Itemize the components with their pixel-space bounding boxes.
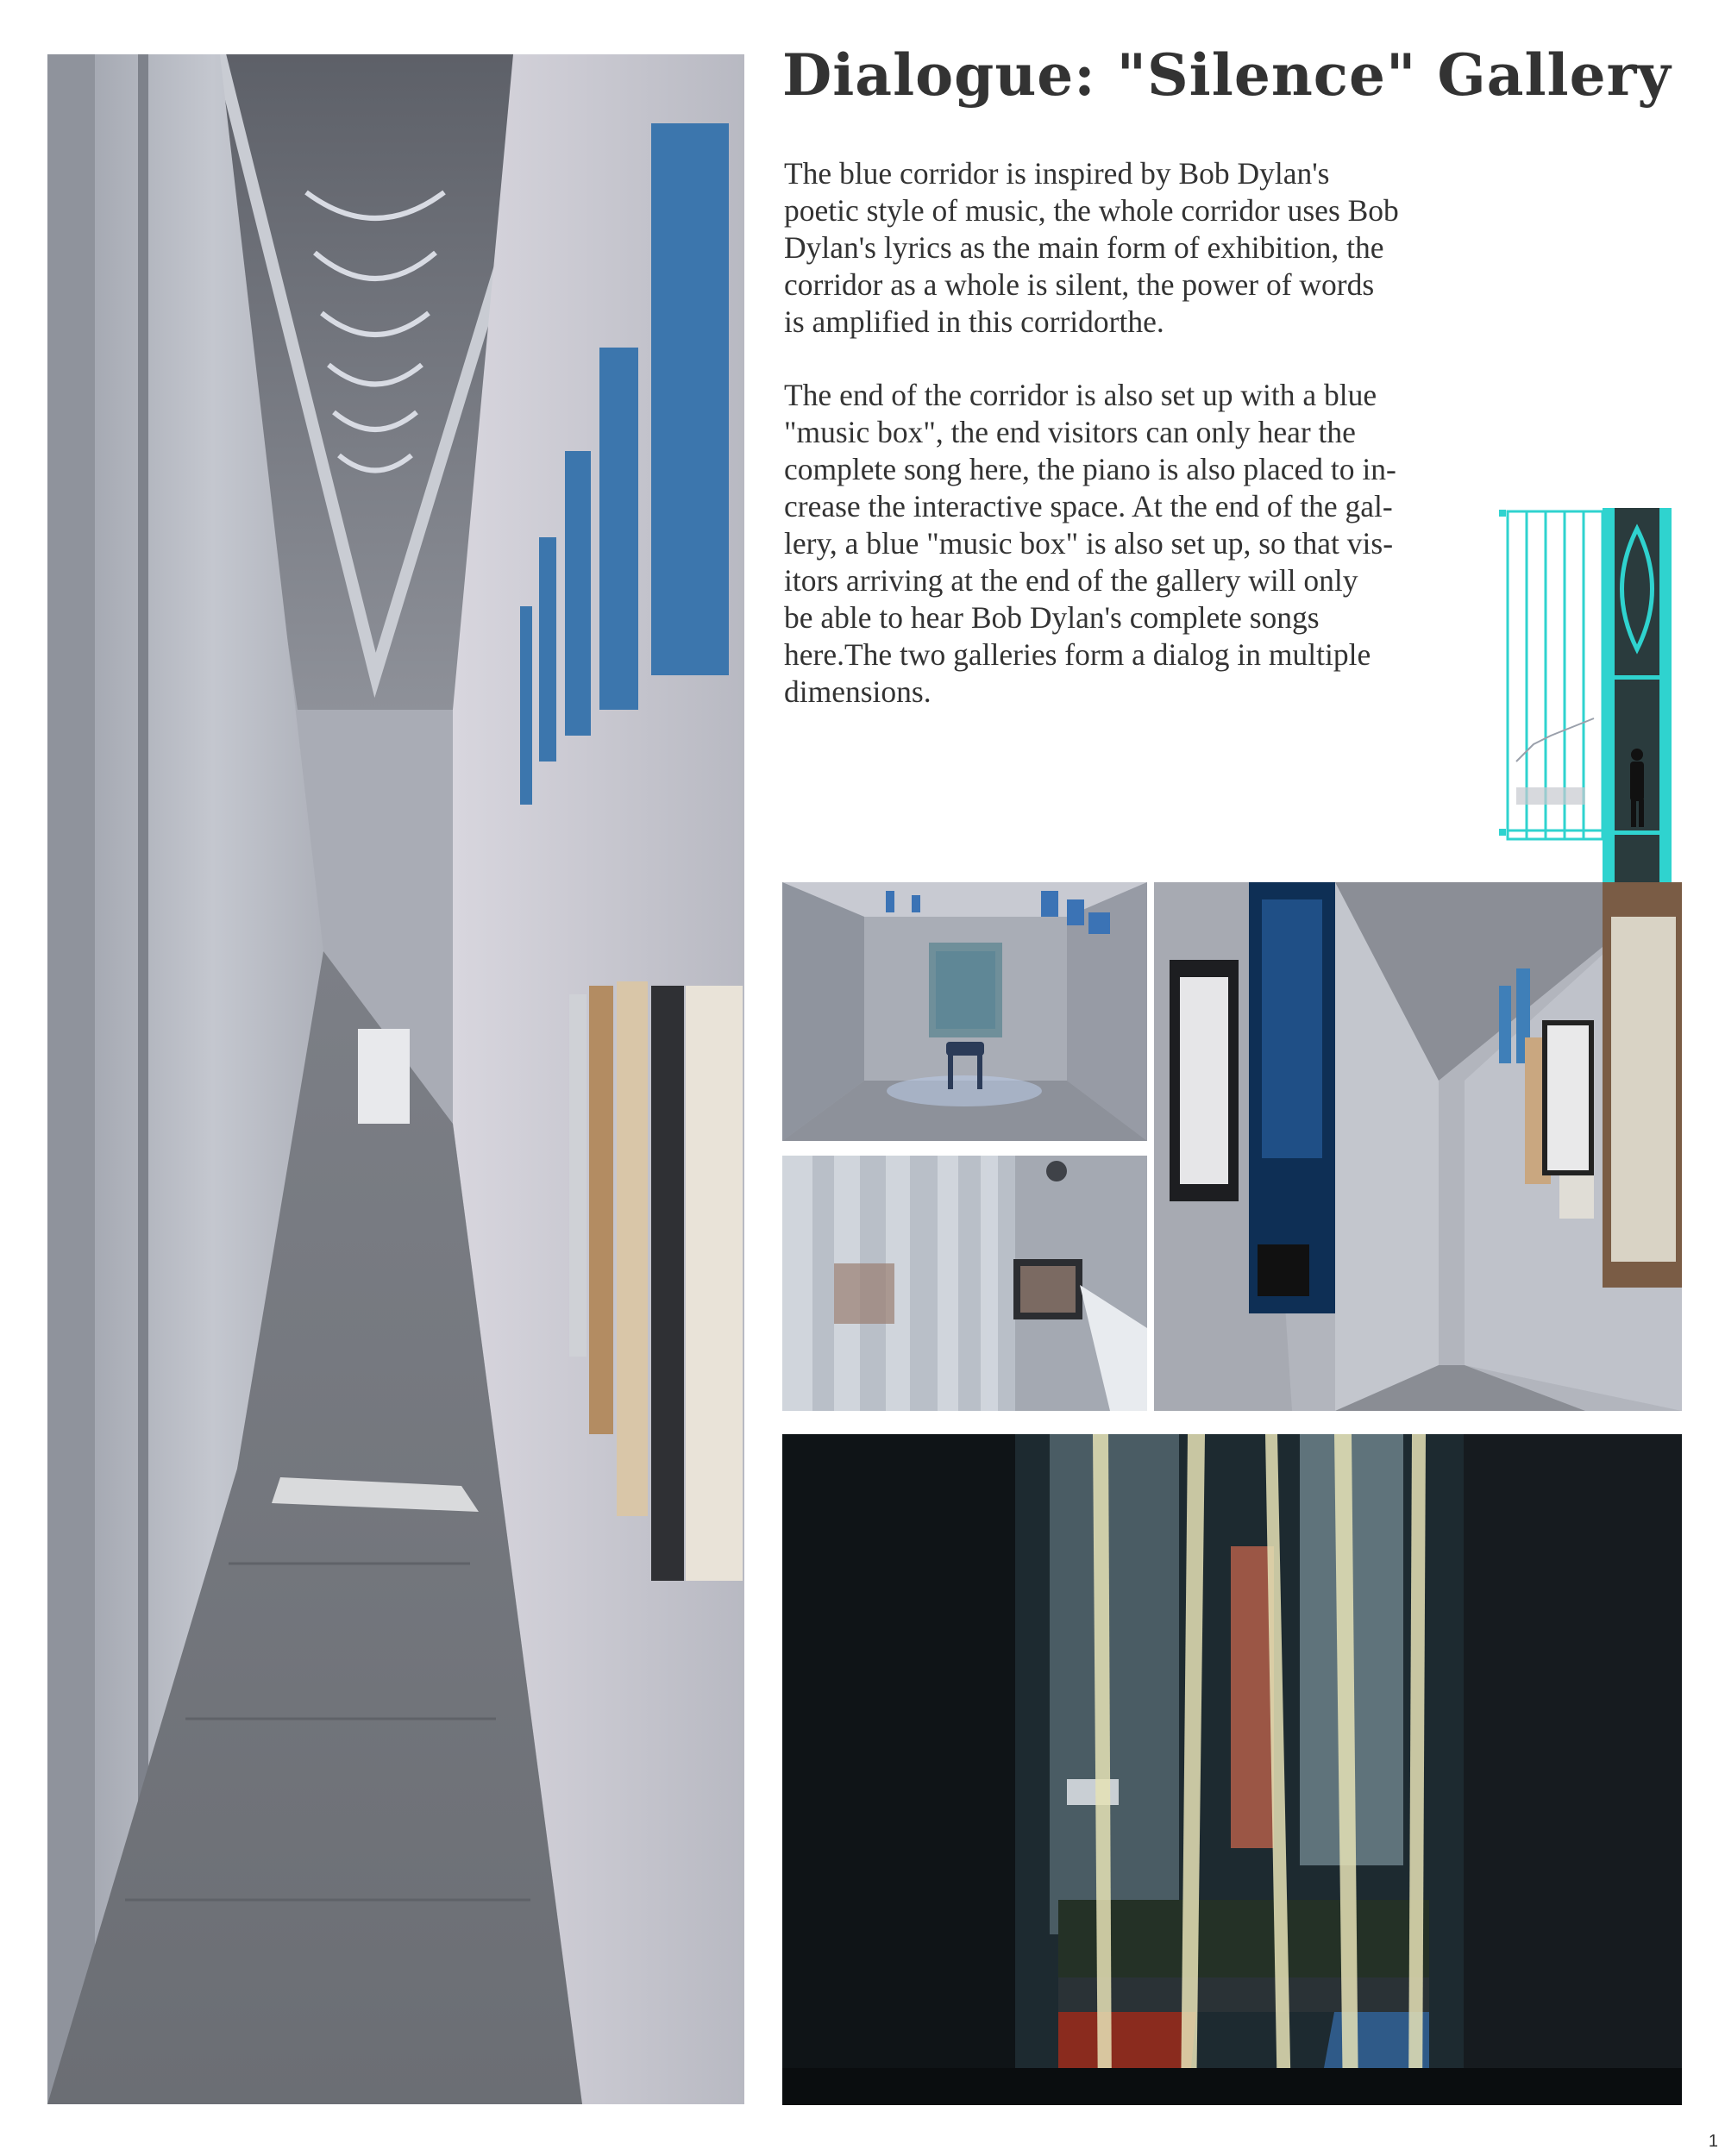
corridor-chair-render [782, 882, 1147, 1141]
page-title: Dialogue: "Silence" Gallery [782, 41, 1672, 109]
glazed-screen-render [782, 1156, 1147, 1411]
description-paragraph-2: The end of the corridor is also set up with a blue "music box", the end visitors can only hear the complete song here, the piano is also placed to in- crease the interactive space. At the end of the gal- lery, a blue "music box" is also set up, so that vis- itors arriving at the end of the gallery will only be able to hear Bob Dylan's complete songs here.The two galleries form a dialog in multiple dimensions. [784, 378, 1396, 709]
page-number: 1 [1708, 2132, 1718, 2151]
night-scene-render [782, 1434, 1682, 2105]
description-paragraph-1: The blue corridor is inspired by Bob Dylan's poetic style of music, the whole corridor uses Bob Dylan's lyrics as the main form of exhibition, the corridor as a whole is silent, the power of words is amplified in this corridorthe. [784, 156, 1399, 339]
corridor-render-large [47, 54, 744, 2104]
section-diagram [1499, 503, 1684, 882]
corridor-piano-render [1154, 882, 1682, 1411]
